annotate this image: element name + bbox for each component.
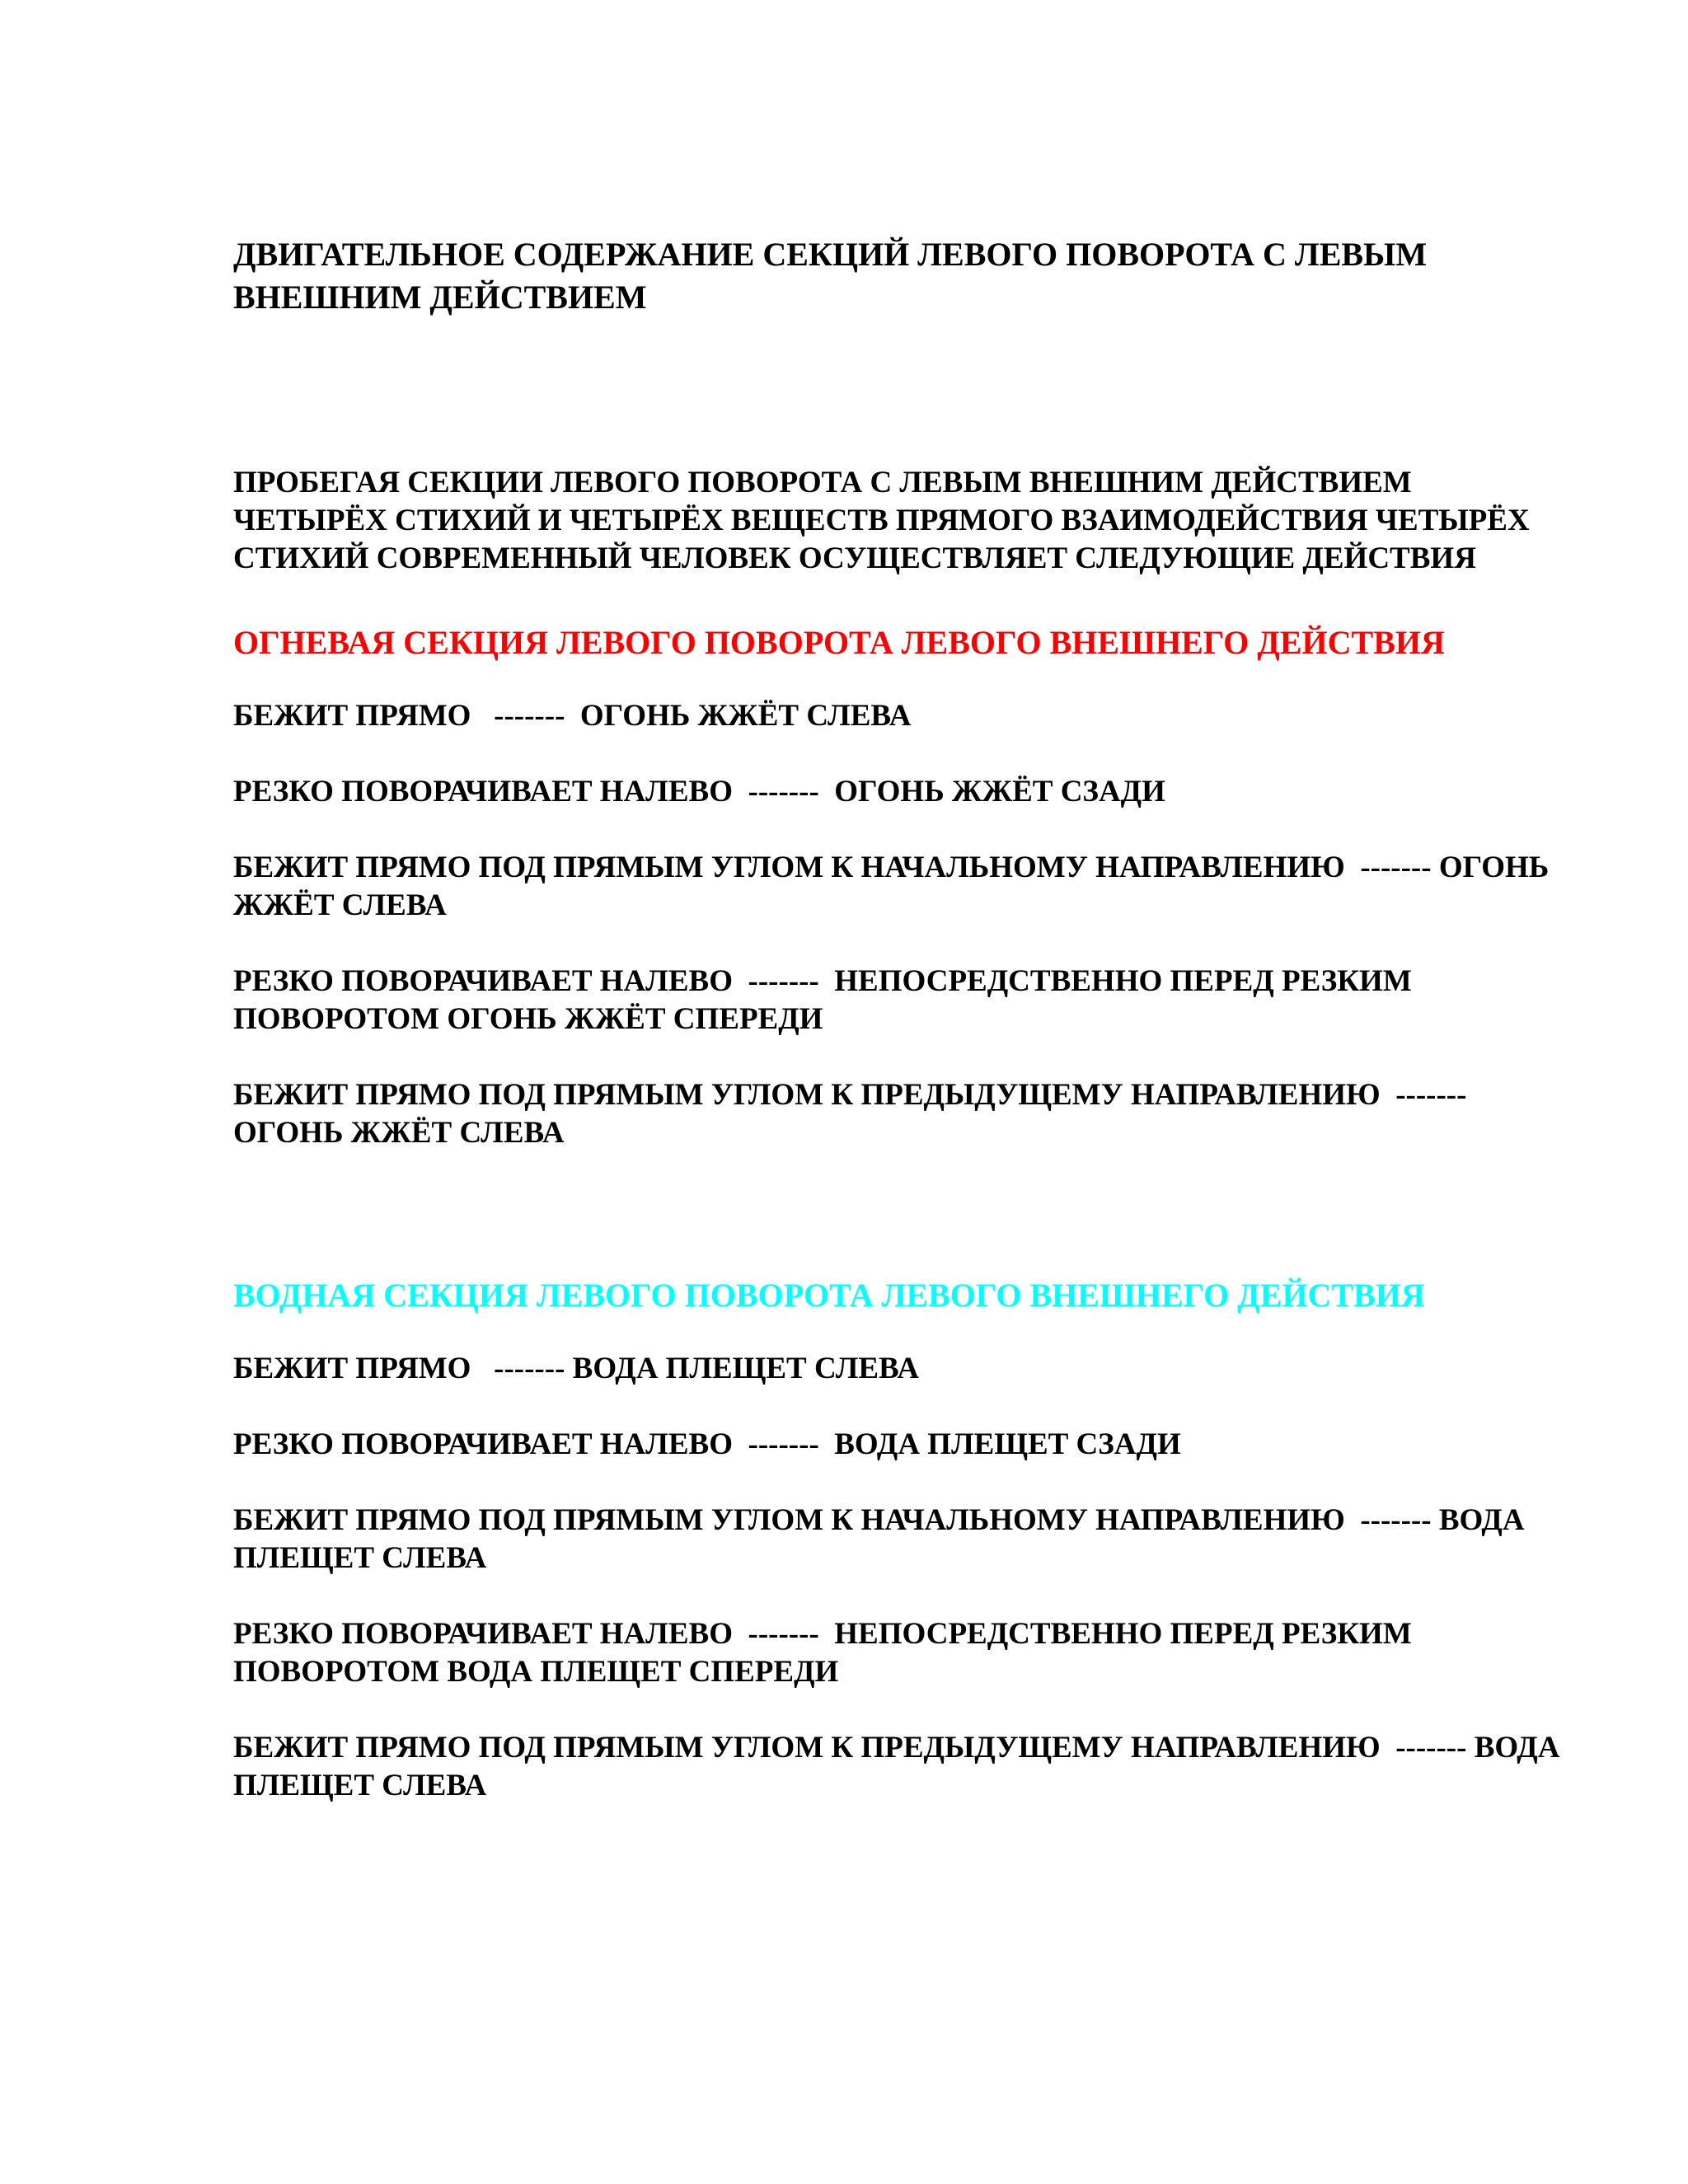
document-body [233, 233, 1568, 1805]
water-step-5: БЕЖИТ ПРЯМО ПОД ПРЯМЫМ УГЛОМ К ПРЕДЫДУЩЕМУ НАПРАВЛЕНИЮ ------- ВОДА ПЛЕЩЕТ СЛЕВА [233, 1731, 1568, 1802]
fire-section [233, 621, 1568, 1152]
water-step-1: БЕЖИТ ПРЯМО ------- ВОДА ПЛЕЩЕТ СЛЕВА [233, 1352, 920, 1385]
fire-section-heading: ОГНЕВАЯ СЕКЦИЯ ЛЕВОГО ПОВОРОТА ЛЕВОГО ВНЕШНЕГО ДЕЙСТВИЯ [233, 624, 1445, 661]
water-section-heading: ВОДНАЯ СЕКЦИЯ ЛЕВОГО ПОВОРОТА ЛЕВОГО ВНЕШНЕГО ДЕЙСТВИЯ [233, 1277, 1425, 1314]
fire-step-5: БЕЖИТ ПРЯМО ПОД ПРЯМЫМ УГЛОМ К ПРЕДЫДУЩЕМУ НАПРАВЛЕНИЮ ------- ОГОНЬ ЖЖЁТ СЛЕВА [233, 1078, 1475, 1150]
fire-step-3: БЕЖИТ ПРЯМО ПОД ПРЯМЫМ УГЛОМ К НАЧАЛЬНОМУ НАПРАВЛЕНИЮ ------- ОГОНЬ ЖЖЁТ СЛЕВА [233, 851, 1557, 922]
fire-step-4: РЕЗКО ПОВОРАЧИВАЕТ НАЛЕВО ------- НЕПОСРЕДСТВЕННО ПЕРЕД РЕЗКИМ ПОВОРОТОМ ОГОНЬ ЖЖЁТ СПЕРЕДИ [233, 964, 1420, 1036]
fire-step-2: РЕЗКО ПОВОРАЧИВАЕТ НАЛЕВО ------- ОГОНЬ ЖЖЁТ СЗАДИ [233, 775, 1165, 808]
water-section [233, 1274, 1568, 1805]
document-title: ДВИГАТЕЛЬНОЕ СОДЕРЖАНИЕ СЕКЦИЙ ЛЕВОГО ПОВОРОТА С ЛЕВЫМ ВНЕШНИМ ДЕЙСТВИЕМ [233, 236, 1428, 316]
water-step-4: РЕЗКО ПОВОРАЧИВАЕТ НАЛЕВО ------- НЕПОСРЕДСТВЕННО ПЕРЕД РЕЗКИМ ПОВОРОТОМ ВОДА ПЛЕЩЕТ СПЕРЕДИ [233, 1617, 1420, 1689]
intro-paragraph: ПРОБЕГАЯ СЕКЦИИ ЛЕВОГО ПОВОРОТА С ЛЕВЫМ ВНЕШНИМ ДЕЙСТВИЕМ ЧЕТЫРЁХ СТИХИЙ И ЧЕТЫРЁХ ВЕЩЕСТВ ПРЯМОГО ВЗАИМОДЕЙСТВИЯ ЧЕТЫРЁХ СТИХИЙ СОВРЕМЕННЫЙ ЧЕЛОВЕК ОСУЩЕСТВЛЯЕТ СЛЕДУЮЩИЕ ДЕЙСТВИЯ [233, 466, 1530, 575]
water-step-2: РЕЗКО ПОВОРАЧИВАЕТ НАЛЕВО ------- ВОДА ПЛЕЩЕТ СЗАДИ [233, 1427, 1181, 1461]
water-step-3: БЕЖИТ ПРЯМО ПОД ПРЯМЫМ УГЛОМ К НАЧАЛЬНОМУ НАПРАВЛЕНИЮ ------- ВОДА ПЛЕЩЕТ СЛЕВА [233, 1503, 1532, 1575]
fire-step-1: БЕЖИТ ПРЯМО ------- ОГОНЬ ЖЖЁТ СЛЕВА [233, 699, 912, 733]
